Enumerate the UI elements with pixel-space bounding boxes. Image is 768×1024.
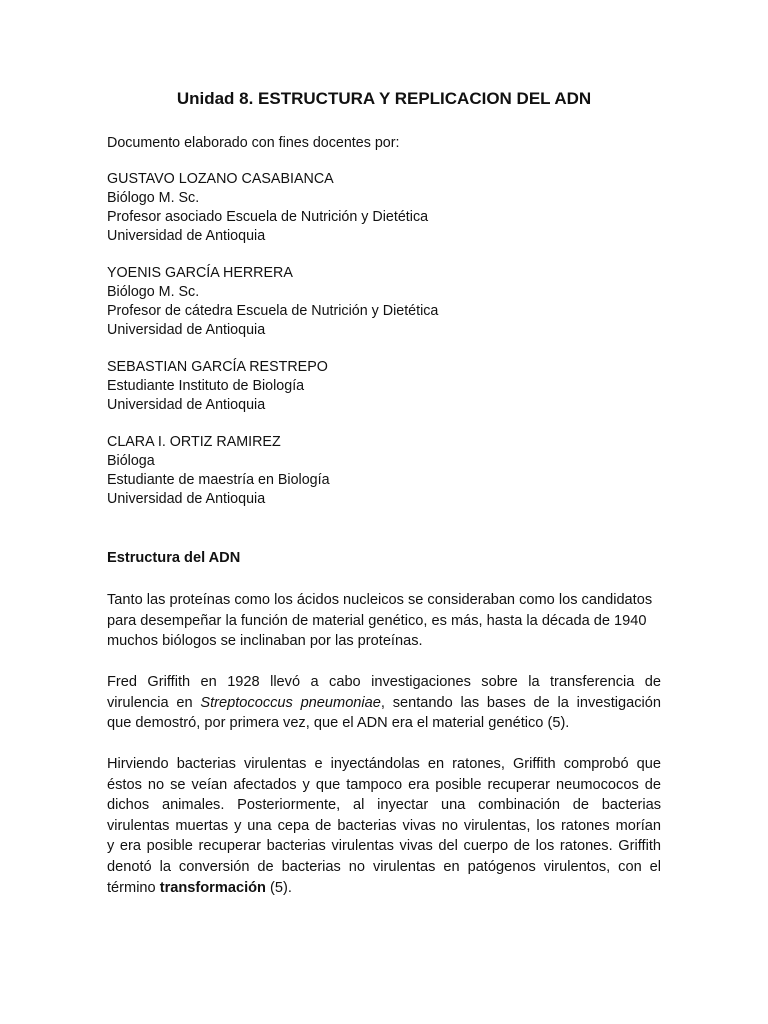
paragraph-line: virulentas muertas y una cepa de bacterias vivas no virulentas, los ratones morían (107, 817, 661, 834)
author-name: CLARA I. ORTIZ RAMIREZ (107, 434, 281, 450)
author-detail: Bióloga (107, 453, 155, 469)
author-detail: Profesor asociado Escuela de Nutrición y Dietética (107, 209, 429, 225)
paragraph-line: para desempeñar la función de material genético, es más, hasta la década de 1940 (107, 612, 647, 629)
text-run: (5). (265, 879, 292, 896)
author-detail: Profesor de cátedra Escuela de Nutrición y Dietética (107, 303, 439, 319)
text-run: término (107, 879, 160, 896)
paragraph-line: que demostró, por primera vez, que el ADN era el material genético (5). (107, 715, 570, 732)
paragraph-line: y era posible recuperar bacterias virulentas vivas del cuerpo de los ratones. Griffith (107, 838, 661, 855)
intro-line: Documento elaborado con fines docentes por: (107, 135, 400, 151)
paragraph-line (107, 878, 661, 899)
paragraph-line (107, 693, 661, 714)
author-name: YOENIS GARCÍA HERRERA (107, 265, 293, 281)
paragraph-line: Hirviendo bacterias virulentas e inyectándolas en ratones, Griffith comprobó que (107, 756, 661, 772)
author-detail: Universidad de Antioquia (107, 322, 266, 338)
paragraph-line: denotó la conversión de bacterias no virulentas en patógenos virulentos, con el (107, 858, 661, 875)
author-detail: Universidad de Antioquia (107, 491, 266, 507)
paragraph-line: dichos animales. Posteriormente, al inyectar una combinación de bacterias (107, 797, 661, 814)
text-run: , sentando las bases de la investigación (380, 694, 661, 711)
author-detail: Estudiante de maestría en Biología (107, 472, 330, 488)
paragraph-line: éstos no se veían afectados y que tampoco era posible recuperar neumococos de (107, 776, 661, 793)
paragraph-3 (107, 754, 661, 898)
author-detail: Biólogo M. Sc. (107, 284, 200, 300)
text-run: virulencia en (107, 694, 201, 711)
document-title: Unidad 8. ESTRUCTURA Y REPLICACION DEL ADN (176, 89, 592, 108)
section-heading: Estructura del ADN (107, 550, 241, 566)
paragraph-1 (107, 590, 661, 652)
author-detail: Universidad de Antioquia (107, 228, 266, 244)
author-name: GUSTAVO LOZANO CASABIANCA (107, 171, 334, 187)
key-term: transformación (159, 879, 266, 896)
author-name: SEBASTIAN GARCÍA RESTREPO (107, 359, 328, 375)
paragraph-line: Tanto las proteínas como los ácidos nucleicos se consideraban como los candidatos (107, 592, 653, 608)
paragraph-line: muchos biólogos se inclinaban por las proteínas. (107, 633, 423, 650)
author-detail: Biólogo M. Sc. (107, 190, 200, 206)
paragraph-line: Fred Griffith en 1928 llevó a cabo investigaciones sobre la transferencia de (107, 674, 661, 690)
author-detail: Universidad de Antioquia (107, 397, 266, 413)
author-detail: Estudiante Instituto de Biología (107, 378, 305, 394)
paragraph-2 (107, 672, 661, 734)
species-name: Streptococcus pneumoniae (200, 694, 381, 711)
